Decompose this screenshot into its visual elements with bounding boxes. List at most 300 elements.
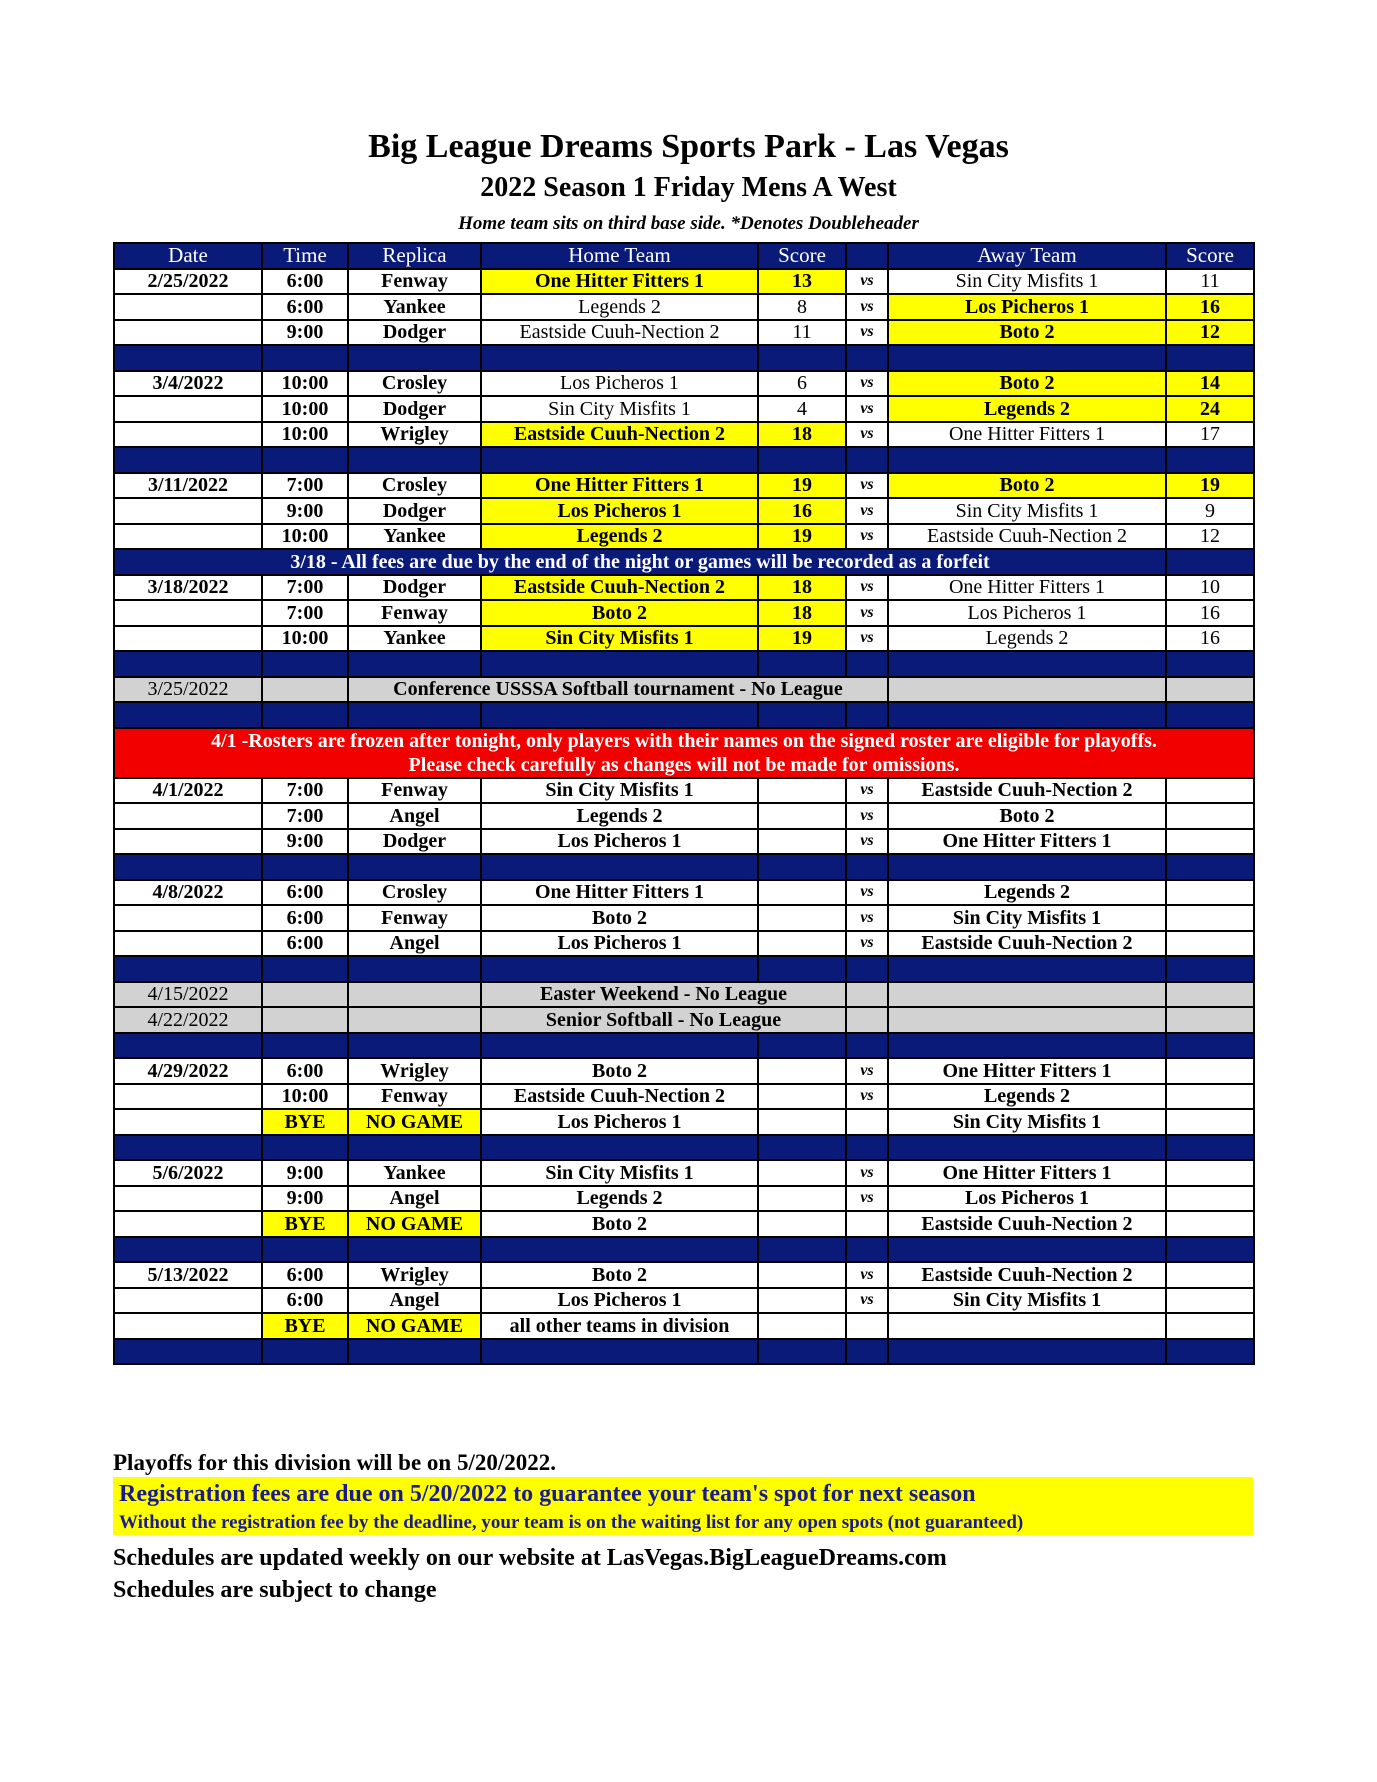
vs-cell: vs [846,1262,888,1288]
home-score-cell [758,803,846,829]
separator-cell [888,1135,1166,1161]
no-league-text: Senior Softball - No League [481,1007,846,1033]
away-team-cell: Sin City Misfits 1 [888,1288,1166,1314]
vs-cell: vs [846,269,888,295]
replica-cell: Yankee [348,524,481,550]
game-row [114,1262,1254,1288]
waiting-list-note: Without the registration fee by the deadline, your team is on the waiting list for any open spots (not guaranteed) [119,1512,1024,1533]
vs-cell: vs [846,498,888,524]
separator-cell [846,447,888,473]
blank-cell [348,1007,481,1033]
home-score-cell: 18 [758,422,846,448]
separator-cell [348,345,481,371]
separator-cell [114,1033,262,1059]
col-away-team: Away Team [888,243,1166,269]
time-cell: 10:00 [262,1084,348,1110]
blank-cell [262,677,348,703]
separator-cell [114,447,262,473]
time-cell: 7:00 [262,778,348,804]
away-score-cell [1166,905,1254,931]
separator-cell [262,702,348,728]
replica-cell: Yankee [348,1160,481,1186]
away-score-cell: 9 [1166,498,1254,524]
separator-row [114,854,1254,880]
blank-cell [348,982,481,1008]
game-row [114,269,1254,295]
home-team-cell: Legends 2 [481,524,758,550]
separator-row [114,1033,1254,1059]
replica-cell: Fenway [348,778,481,804]
home-score-cell [758,1058,846,1084]
separator-cell [481,651,758,677]
time-cell: 6:00 [262,931,348,957]
date-cell [114,422,262,448]
home-team-cell: Eastside Cuuh-Nection 2 [481,320,758,346]
date-cell [114,1186,262,1212]
vs-cell: vs [846,778,888,804]
vs-cell [846,1109,888,1135]
home-score-cell [758,880,846,906]
separator-cell [348,1033,481,1059]
game-row [114,1186,1254,1212]
separator-cell [114,1339,262,1365]
time-cell: 10:00 [262,524,348,550]
date-cell [114,498,262,524]
away-score-cell: 16 [1166,294,1254,320]
away-team-cell: Boto 2 [888,473,1166,499]
date-cell [114,524,262,550]
separator-cell [1166,1135,1254,1161]
time-cell: 6:00 [262,294,348,320]
replica-cell: Crosley [348,473,481,499]
home-team-cell: Sin City Misfits 1 [481,626,758,652]
home-team-cell: Los Picheros 1 [481,931,758,957]
game-row [114,396,1254,422]
separator-cell [262,345,348,371]
home-team-cell: Los Picheros 1 [481,1288,758,1314]
date-cell: 4/8/2022 [114,880,262,906]
separator-cell [888,1033,1166,1059]
away-team-cell: One Hitter Fitters 1 [888,1160,1166,1186]
game-row [114,498,1254,524]
separator-cell [1166,345,1254,371]
separator-cell [348,1135,481,1161]
away-score-cell [1166,778,1254,804]
home-team-cell: Sin City Misfits 1 [481,396,758,422]
separator-cell [348,1339,481,1365]
away-score-cell [1166,829,1254,855]
date-cell [114,829,262,855]
game-row [114,1084,1254,1110]
home-score-cell: 19 [758,626,846,652]
date-cell: 5/6/2022 [114,1160,262,1186]
separator-cell [114,1237,262,1263]
game-row [114,320,1254,346]
no-game-cell: NO GAME [348,1211,481,1237]
col-time: Time [262,243,348,269]
replica-cell: Fenway [348,1084,481,1110]
home-team-cell: Boto 2 [481,600,758,626]
home-score-cell [758,1262,846,1288]
replica-cell: Dodger [348,498,481,524]
away-score-cell: 19 [1166,473,1254,499]
time-cell: 10:00 [262,626,348,652]
game-row [114,1058,1254,1084]
home-team-cell: Los Picheros 1 [481,829,758,855]
blank-cell [846,982,888,1008]
col-away-score: Score [1166,243,1254,269]
separator-row [114,447,1254,473]
col-home-team: Home Team [481,243,758,269]
time-cell: 6:00 [262,1262,348,1288]
separator-cell [846,1135,888,1161]
date-cell: 3/4/2022 [114,371,262,397]
separator-cell [481,1033,758,1059]
replica-cell: Fenway [348,269,481,295]
date-cell: 5/13/2022 [114,1262,262,1288]
away-team-cell: Boto 2 [888,320,1166,346]
time-cell: 9:00 [262,829,348,855]
date-cell [114,626,262,652]
separator-cell [481,1339,758,1365]
game-row [114,575,1254,601]
replica-cell: Fenway [348,600,481,626]
time-cell: 9:00 [262,1186,348,1212]
home-team-cell: Legends 2 [481,294,758,320]
away-score-cell: 12 [1166,320,1254,346]
schedule-body [114,269,1254,1365]
home-score-cell: 16 [758,498,846,524]
page-note: Home team sits on third base side. *Denotes Doubleheader [458,213,919,234]
game-row [114,600,1254,626]
page-title: Big League Dreams Sports Park - Las Vegas [368,128,1009,165]
home-score-cell: 18 [758,600,846,626]
separator-cell [846,651,888,677]
separator-cell [348,854,481,880]
away-team-cell: One Hitter Fitters 1 [888,422,1166,448]
away-score-cell: 16 [1166,626,1254,652]
vs-cell: vs [846,294,888,320]
game-row [114,931,1254,957]
replica-cell: Angel [348,1186,481,1212]
time-cell: 9:00 [262,320,348,346]
separator-cell [114,702,262,728]
blank-cell [1166,677,1254,703]
separator-row [114,1339,1254,1365]
time-cell: 7:00 [262,803,348,829]
time-cell: 9:00 [262,1160,348,1186]
separator-cell [846,1237,888,1263]
away-team-cell: Legends 2 [888,1084,1166,1110]
replica-cell: Crosley [348,880,481,906]
game-row [114,626,1254,652]
time-cell: 10:00 [262,422,348,448]
date-cell [114,396,262,422]
replica-cell: Angel [348,1288,481,1314]
home-team-cell: all other teams in division [481,1313,758,1339]
vs-cell: vs [846,1186,888,1212]
separator-cell [846,702,888,728]
roster-alert-line1: 4/1 -Rosters are frozen after tonight, only players with their names on the signed roster are eligible for playoffs. [211,729,1157,752]
vs-cell: vs [846,931,888,957]
separator-cell [758,1339,846,1365]
separator-cell [758,854,846,880]
away-score-cell [1166,1211,1254,1237]
game-row [114,371,1254,397]
vs-cell [846,1313,888,1339]
date-cell [114,320,262,346]
separator-cell [114,956,262,982]
away-score-cell [1166,803,1254,829]
notice-blank [1166,549,1254,575]
home-team-cell: One Hitter Fitters 1 [481,880,758,906]
separator-cell [758,1033,846,1059]
date-cell: 3/18/2022 [114,575,262,601]
replica-cell: Wrigley [348,422,481,448]
away-score-cell [1166,1109,1254,1135]
separator-cell [1166,1033,1254,1059]
away-score-cell: 10 [1166,575,1254,601]
vs-cell: vs [846,422,888,448]
home-score-cell [758,1211,846,1237]
date-cell [114,600,262,626]
time-cell: 6:00 [262,1288,348,1314]
away-team-cell: One Hitter Fitters 1 [888,575,1166,601]
blank-cell [1166,982,1254,1008]
time-cell: 7:00 [262,473,348,499]
date-cell [114,905,262,931]
bye-cell: BYE [262,1313,348,1339]
separator-cell [846,1339,888,1365]
separator-cell [888,1339,1166,1365]
game-row [114,473,1254,499]
separator-cell [846,1033,888,1059]
replica-cell: Fenway [348,905,481,931]
away-team-cell: One Hitter Fitters 1 [888,1058,1166,1084]
home-score-cell [758,1288,846,1314]
replica-cell: Angel [348,803,481,829]
date-cell [114,294,262,320]
replica-cell: Wrigley [348,1058,481,1084]
away-team-cell: Sin City Misfits 1 [888,905,1166,931]
game-row [114,880,1254,906]
playoffs-note: Playoffs for this division will be on 5/20/2022. [113,1450,557,1475]
home-score-cell: 19 [758,524,846,550]
separator-cell [758,345,846,371]
vs-cell: vs [846,371,888,397]
replica-cell: Yankee [348,294,481,320]
away-score-cell: 16 [1166,600,1254,626]
time-cell: 10:00 [262,396,348,422]
time-cell: 6:00 [262,880,348,906]
home-score-cell: 11 [758,320,846,346]
home-team-cell: Boto 2 [481,1058,758,1084]
away-team-cell: Eastside Cuuh-Nection 2 [888,778,1166,804]
separator-cell [262,1237,348,1263]
home-score-cell [758,829,846,855]
away-team-cell: Legends 2 [888,880,1166,906]
blank-cell [846,1007,888,1033]
separator-cell [1166,702,1254,728]
bye-cell: BYE [262,1109,348,1135]
bye-row [114,1109,1254,1135]
separator-row [114,702,1254,728]
date-cell [114,1109,262,1135]
blank-cell [888,982,1166,1008]
registration-note: Registration fees are due on 5/20/2022 to guarantee your team's spot for next season [119,1481,976,1507]
separator-cell [481,956,758,982]
separator-row [114,1135,1254,1161]
away-team-cell: Sin City Misfits 1 [888,498,1166,524]
separator-row [114,651,1254,677]
separator-row [114,1237,1254,1263]
separator-cell [114,854,262,880]
home-score-cell: 13 [758,269,846,295]
blank-cell [262,1007,348,1033]
separator-cell [114,651,262,677]
separator-cell [481,345,758,371]
roster-alert [114,728,1254,778]
date-cell [114,1313,262,1339]
home-team-cell: One Hitter Fitters 1 [481,473,758,499]
game-row [114,905,1254,931]
separator-cell [846,854,888,880]
home-team-cell: Legends 2 [481,803,758,829]
separator-cell [846,956,888,982]
game-row [114,778,1254,804]
time-cell: 10:00 [262,371,348,397]
away-score-cell [1166,1160,1254,1186]
time-cell: 6:00 [262,1058,348,1084]
home-score-cell [758,1109,846,1135]
home-score-cell: 4 [758,396,846,422]
separator-cell [888,956,1166,982]
time-cell: 9:00 [262,498,348,524]
separator-cell [758,1135,846,1161]
game-row [114,803,1254,829]
blank-cell [888,1007,1166,1033]
home-score-cell [758,1313,846,1339]
home-team-cell: Los Picheros 1 [481,1109,758,1135]
col-replica: Replica [348,243,481,269]
separator-cell [262,447,348,473]
separator-cell [758,447,846,473]
away-score-cell [1166,1313,1254,1339]
separator-cell [481,1237,758,1263]
game-row [114,294,1254,320]
vs-cell: vs [846,396,888,422]
home-team-cell: One Hitter Fitters 1 [481,269,758,295]
home-score-cell: 18 [758,575,846,601]
game-row [114,422,1254,448]
date-cell [114,1288,262,1314]
separator-cell [888,345,1166,371]
replica-cell: Dodger [348,396,481,422]
date-cell [114,931,262,957]
time-cell: 7:00 [262,575,348,601]
replica-cell: Angel [348,931,481,957]
home-team-cell: Los Picheros 1 [481,371,758,397]
separator-cell [888,651,1166,677]
separator-cell [846,345,888,371]
time-cell: 7:00 [262,600,348,626]
replica-cell: Crosley [348,371,481,397]
replica-cell: Dodger [348,829,481,855]
away-score-cell: 12 [1166,524,1254,550]
game-row [114,524,1254,550]
separator-row [114,345,1254,371]
date-cell: 4/29/2022 [114,1058,262,1084]
home-team-cell: Los Picheros 1 [481,498,758,524]
no-league-row [114,677,1254,703]
home-score-cell [758,778,846,804]
vs-cell: vs [846,626,888,652]
game-row [114,1160,1254,1186]
away-score-cell: 24 [1166,396,1254,422]
registration-box [113,1477,1253,1535]
vs-cell: vs [846,320,888,346]
vs-cell: vs [846,575,888,601]
vs-cell: vs [846,524,888,550]
away-team-cell: Boto 2 [888,371,1166,397]
away-score-cell [1166,1084,1254,1110]
away-team-cell: Eastside Cuuh-Nection 2 [888,1262,1166,1288]
separator-cell [758,956,846,982]
date-cell: 3/25/2022 [114,677,262,703]
separator-cell [481,447,758,473]
date-cell: 4/22/2022 [114,1007,262,1033]
vs-cell: vs [846,880,888,906]
page-subtitle: 2022 Season 1 Friday Mens A West [480,172,897,203]
vs-cell: vs [846,473,888,499]
away-score-cell [1166,1186,1254,1212]
no-league-row [114,1007,1254,1033]
separator-cell [348,1237,481,1263]
away-team-cell: Boto 2 [888,803,1166,829]
separator-row [114,956,1254,982]
blank-cell [262,982,348,1008]
vs-cell: vs [846,829,888,855]
away-score-cell [1166,1058,1254,1084]
home-team-cell: Boto 2 [481,1262,758,1288]
time-cell: 6:00 [262,905,348,931]
home-score-cell [758,905,846,931]
vs-cell: vs [846,1288,888,1314]
col-vs [846,243,888,269]
home-score-cell: 6 [758,371,846,397]
home-team-cell: Legends 2 [481,1186,758,1212]
separator-cell [1166,956,1254,982]
home-team-cell: Eastside Cuuh-Nection 2 [481,1084,758,1110]
blank-cell [888,677,1166,703]
away-team-cell: Los Picheros 1 [888,294,1166,320]
date-cell [114,1211,262,1237]
separator-cell [1166,1339,1254,1365]
vs-cell: vs [846,803,888,829]
game-row [114,1288,1254,1314]
date-cell [114,803,262,829]
date-cell: 2/25/2022 [114,269,262,295]
bye-cell: BYE [262,1211,348,1237]
separator-cell [262,1339,348,1365]
blank-cell [1166,1007,1254,1033]
separator-cell [888,854,1166,880]
away-score-cell [1166,1262,1254,1288]
separator-cell [758,702,846,728]
home-score-cell [758,1186,846,1212]
separator-cell [348,651,481,677]
table-header [114,243,1254,269]
